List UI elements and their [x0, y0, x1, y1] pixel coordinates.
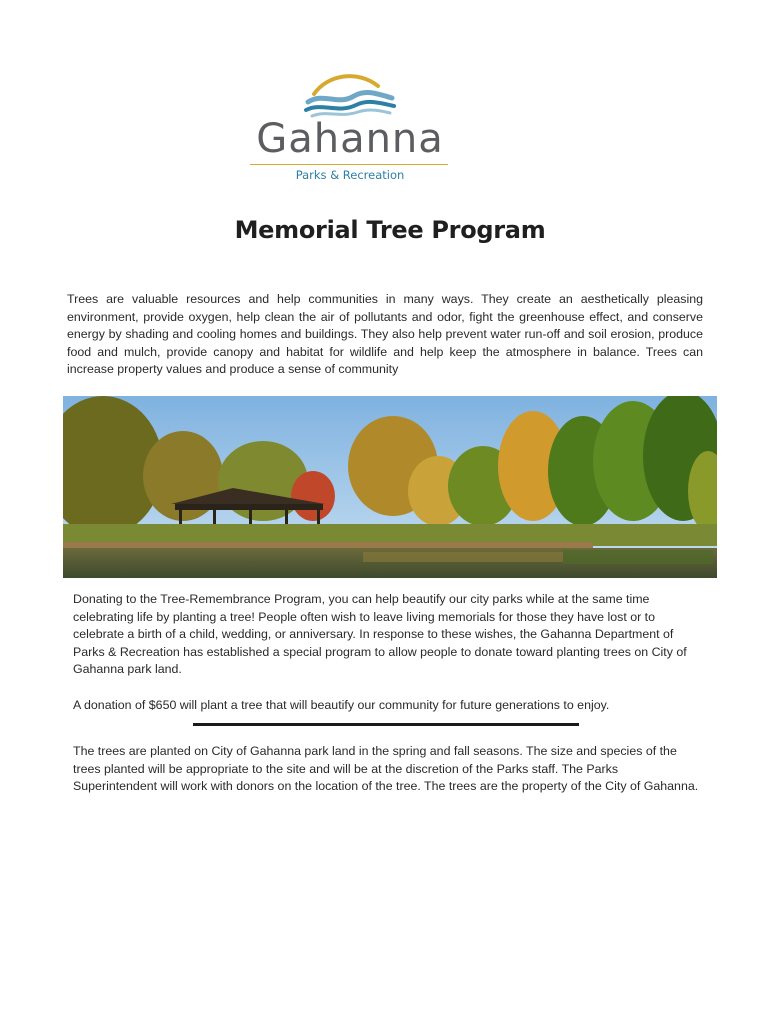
- sun-wave-logo-icon: [300, 72, 400, 118]
- logo-rule: [250, 164, 448, 165]
- logo-wordmark: Gahanna: [256, 116, 444, 162]
- planting-details-paragraph: The trees are planted on City of Gahanna park land in the spring and fall seasons. The size and species of the trees planted will be appropriate to the site and will be at the discretion of the Parks staff. The Parks Superintendent will work with donors on the location of the tree. The trees are the property of the City of Gahanna.: [73, 744, 699, 794]
- park-photo: [63, 396, 717, 578]
- page-title: Memorial Tree Program: [234, 216, 546, 244]
- logo-subtitle: Parks & Recreation: [295, 168, 405, 182]
- donation-intro-paragraph: Donating to the Tree-Remembrance Program, you can help beautify our city parks while at the same time celebrating life by planting a tree! People often wish to leave living memorials for those they have lost or to celebrate a birth of a child, wedding, or anniversary. In response to these wishes, the Gahanna Department of Parks & Recreation has established a special program to allow people to donate toward planting trees on City of Gahanna park land.: [73, 592, 687, 677]
- gahanna-logo: [248, 72, 452, 188]
- park-pond-image: [63, 396, 717, 578]
- donation-amount-paragraph: A donation of $650 will plant a tree that will beautify our community for future generations to enjoy.: [73, 698, 610, 712]
- section-divider: [193, 723, 579, 726]
- intro-paragraph: Trees are valuable resources and help communities in many ways. They create an aesthetically pleasing environment, provide oxygen, help clean the air of pollutants and odor, fight the greenhouse effect, and conserve energy by shading and cooling homes and buildings. They also help prevent water run-off and soil erosion, produce food and mulch, provide canopy and habitat for wildlife and help keep the atmosphere in balance. Trees can increase property values and produce a sense of community: [67, 292, 703, 377]
